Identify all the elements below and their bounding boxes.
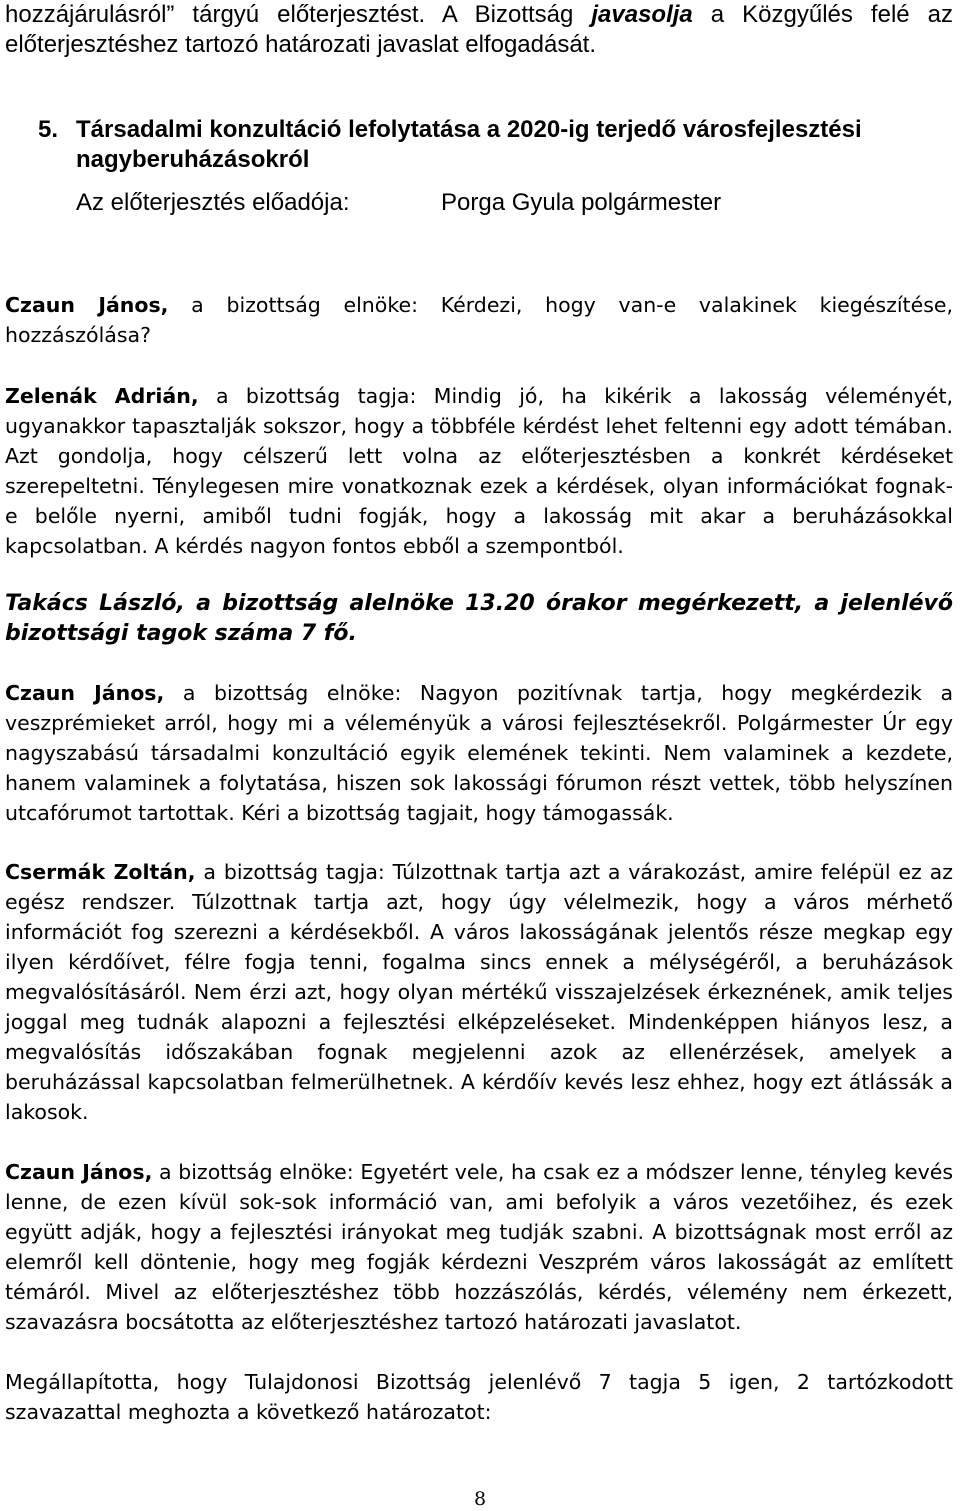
speaker-name: Czaun János, <box>5 1160 153 1184</box>
arrival-notice: Takács László, a bizottság alelnöke 13.20 órakor megérkezett, a jelenlévő bizottsági tagok száma 7 fő. <box>5 591 953 646</box>
intro-paragraph <box>5 0 953 60</box>
intro-emphasis: javasolja <box>591 1 693 28</box>
agenda-item-number: 5. <box>38 116 59 143</box>
speaker-name: Zelenák Adrián, <box>5 384 199 408</box>
presenter-name: Porga Gyula polgármester <box>441 189 722 216</box>
paragraph-czaun-1 <box>5 290 953 350</box>
paragraph-csermak <box>5 857 953 1127</box>
presenter-label: Az előterjesztés előadója: <box>76 189 350 216</box>
paragraph-text: a bizottság elnöke: Kérdezi, hogy van-e valakinek kiegészítése, hozzászólása? <box>5 293 954 347</box>
speaker-name: Csermák Zoltán, <box>5 860 196 884</box>
page-number: 8 <box>473 1488 487 1510</box>
speaker-name: Czaun János, <box>5 293 169 317</box>
paragraph-text: a bizottság tagja: Túlzottnak tartja azt a várakozást, amire felépül ez az egész rendszer. Túlzottnak tartja azt, hogy úgy vélelmezik, hogy a város mérhető információt fog szerezni a kérdésekből. A város lakosságának jelentős része megkap egy ilyen kérdőívet, félre fogja tenni, fogalma sincs ennek a mélységéről, a beruházások megvalósításáról. Nem érzi azt, hogy olyan mértékű visszajelzések érkeznének, amik teljes joggal meg tudnák alapozni a fejlesztési elképzeléseket. Mindenképpen hiányos lesz, a megvalósítás időszakában fognak megjelenni azok az ellenérzések, amelyek a beruházással kapcsolatban felmerülhetnek. A kérdőív kevés lesz ehhez, hogy ezt átlássák a lakosok. <box>5 860 953 1124</box>
speaker-name: Czaun János, <box>5 681 165 705</box>
paragraph-text: a bizottság tagja: Mindig jó, ha kikérik a lakosság véleményét, ugyanakkor tapasztalják sokszor, hogy a többféle kérdést lehet feltenni egy adott témában. Azt gondolja, hogy célszerű lett volna az előterjesztésben a konkrét kérdéseket szerepeltetni. Ténylegesen mire vonatkoznak ezek a kérdések, olyan információkat fognak-e belőle nyerni, amiből tudni fogják, hogy a lakosság mit akar a beruházásokkal kapcsolatban. A kérdés nagyon fontos ebből a szempontból. <box>5 384 953 558</box>
intro-text-after: a Közgyűlés felé az előterjesztéshez tartozó határozati javaslat elfogadását. <box>5 1 953 58</box>
paragraph-text: a bizottság elnöke: Nagyon pozitívnak tartja, hogy megkérdezik a veszprémieket arról, hogy mi a véleményük a városi fejlesztésekről. Polgármester Úr egy nagyszabású társadalmi konzultáció egyik elemének tekinti. Nem valaminek a kezdete, hanem valaminek a folytatása, hiszen sok lakossági fórumon részt vettek, több helyszínen utcafórumot tartottak. Kéri a bizottság tagjait, hogy támogassák. <box>5 681 954 825</box>
paragraph-czaun-2 <box>5 678 953 828</box>
paragraph-czaun-3 <box>5 1157 953 1337</box>
agenda-item-title: Társadalmi konzultáció lefolytatása a 2020-ig terjedő városfejlesztési nagyberuházásokról <box>76 116 862 173</box>
paragraph-text: a bizottság elnöke: Egyetért vele, ha csak ez a módszer lenne, tényleg kevés lenne, de ezen kívül sok-sok információ van, ami befolyik a város vezetőihez, és ezek együtt adják, hogy a fejlesztési irányokat meg tudják szabni. A bizottságnak most erről az elemről kell döntenie, hogy meg fogják kérdezni Veszprém város lakosságát az említett témáról. Mivel az előterjesztéshez több hozzászólás, kérdés, vélemény nem érkezett, szavazásra bocsátotta az előterjesztéshez tartozó határozati javaslatot. <box>5 1160 954 1334</box>
paragraph-zelenak <box>5 381 953 561</box>
intro-text-before: hozzájárulásról” tárgyú előterjesztést. A Bizottság <box>5 1 592 28</box>
paragraph-resolution-intro: Megállapította, hogy Tulajdonosi Bizottság jelenlévő 7 tagja 5 igen, 2 tartózkodott szavazattal meghozta a következő határozatot: <box>5 1370 953 1424</box>
